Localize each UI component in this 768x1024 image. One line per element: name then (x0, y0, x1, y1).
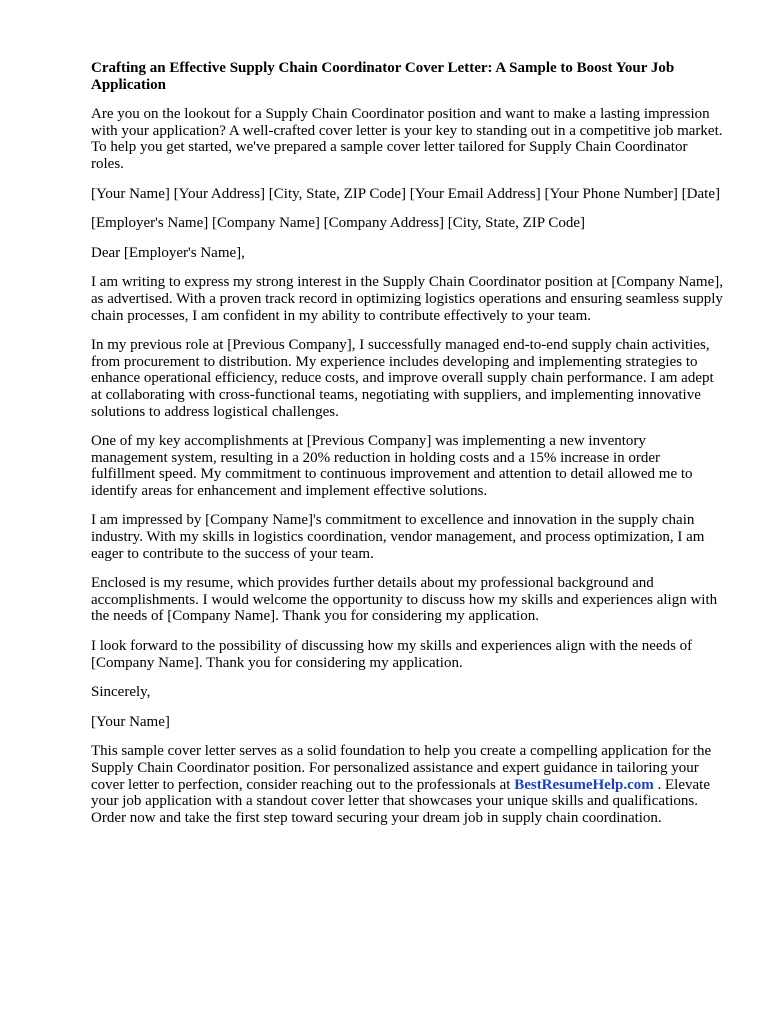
salutation: Dear [Employer's Name], (91, 244, 245, 261)
body-paragraph: Enclosed is my resume, which provides further details about my professional background and accomplishments. I would welcome the opportunity to discuss how my skills and experiences align with the needs of [Company Name]. Thank you for considering my application. (91, 575, 718, 625)
body-paragraph: One of my key accomplishments at [Previous Company] was implementing a new inventory management system, resulting in a 20% reduction in holding costs and a 15% increase in order fulfillment speed. My commitment to continuous improvement and attention to detail allowed me to identify areas for enhancement and implement effective solutions. (91, 433, 693, 499)
document-title: Crafting an Effective Supply Chain Coordinator Cover Letter: A Sample to Boost Your Job Application (91, 60, 675, 93)
body-paragraph: I am impressed by [Company Name]'s commitment to excellence and innovation in the supply chain industry. With my skills in logistics coordination, vendor management, and process optimization, I am eager to contribute to the success of your team. (91, 512, 705, 562)
body-paragraph: I look forward to the possibility of discussing how my skills and experiences align with the needs of [Company Name]. Thank you for considering my application. (91, 638, 693, 671)
recipient-address-block: [Employer's Name] [Company Name] [Company Address] [City, State, ZIP Code] (91, 215, 585, 232)
signature: [Your Name] (91, 713, 170, 730)
body-paragraph: I am writing to express my strong interest in the Supply Chain Coordinator position at [Company Name], as advertised. With a proven track record in optimizing logistics operations and ensuring seamless supply chain processes, I am confident in my ability to contribute effectively to your team. (91, 274, 723, 324)
document-page (91, 60, 723, 839)
footer-text-before-link: This sample cover letter serves as a solid foundation to help you create a compelling application for the Supply Chain Coordinator position. For personalized assistance and expert guidance in tailoring your cover letter to perfection, consider reaching out to the professionals at (91, 743, 712, 793)
footer-text-after-link: . Elevate your job application with a standout cover letter that showcases your unique skills and qualifications. Order now and take the first step toward securing your dream job in supply chain coordination. (91, 776, 710, 826)
closing: Sincerely, (91, 684, 151, 701)
body-paragraph: In my previous role at [Previous Company], I successfully managed end-to-end supply chain activities, from procurement to distribution. My experience includes developing and implementing strategies to enhance operational efficiency, reduce costs, and improve overall supply chain performance. I am adept at collaborating with cross-functional teams, negotiating with suppliers, and implementing innovative solutions to address logistical challenges. (91, 337, 714, 420)
best-resume-help-link[interactable]: BestResumeHelp.com (514, 776, 654, 793)
sender-address-block: [Your Name] [Your Address] [City, State, ZIP Code] [Your Email Address] [Your Phone Number] [Date] (91, 185, 720, 202)
intro-paragraph: Are you on the lookout for a Supply Chain Coordinator position and want to make a lasting impression with your application? A well-crafted cover letter is your key to standing out in a competitive job market. To help you get started, we've prepared a sample cover letter tailored for Supply Chain Coordinator roles. (91, 106, 723, 172)
footer-paragraph (91, 743, 723, 826)
